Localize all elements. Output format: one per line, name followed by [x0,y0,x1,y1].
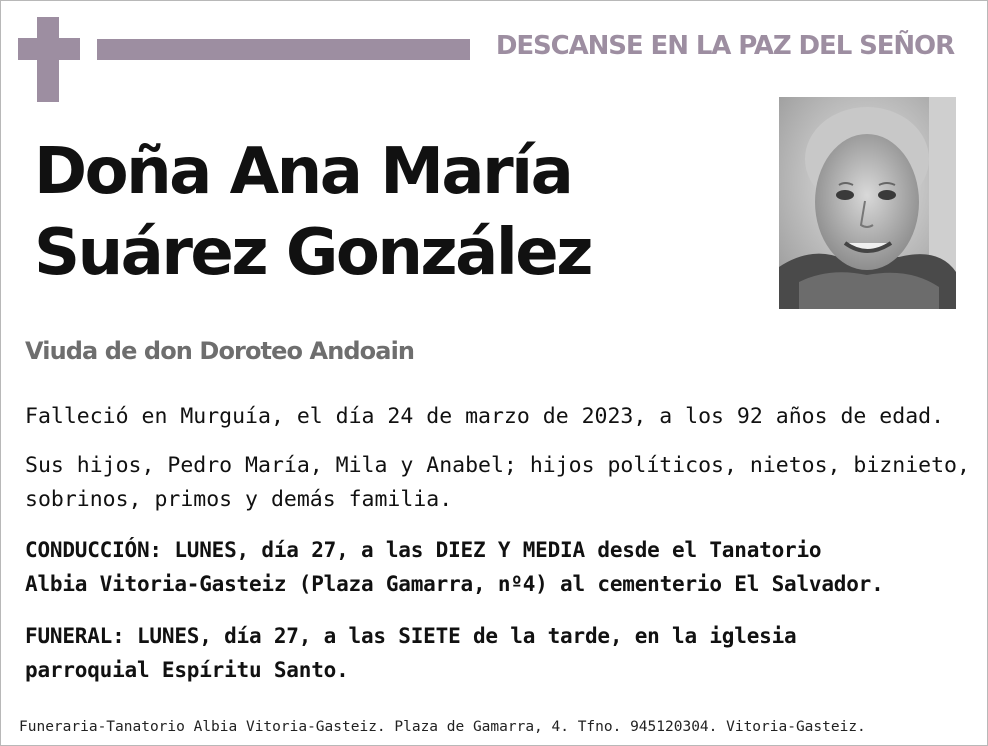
conduction-line-1: CONDUCCIÓN: LUNES, día 27, a las DIEZ Y MEDIA desde el Tanatorio [25,538,822,562]
family-line-1: Sus hijos, Pedro María, Mila y Anabel; hijos políticos, nietos, biznieto, [25,453,970,478]
deceased-name [34,132,591,294]
death-line: Falleció en Murguía, el día 24 de marzo de 2023, a los 92 años de edad. [25,404,945,429]
death-notice-text [25,400,944,434]
family-text [25,449,970,517]
portrait-photo [779,97,956,309]
name-line-2: Suárez González [34,216,591,290]
family-line-2: sobrinos, primos y demás familia. [25,487,453,512]
name-line-1: Doña Ana María [34,135,572,209]
conduction-line-2: Albia Vitoria-Gasteiz (Plaza Gamarra, nº4) al cementerio El Salvador. [25,572,884,596]
conduction-text [25,533,884,601]
header-band [97,39,470,60]
funeral-line-2: parroquial Espíritu Santo. [25,658,349,682]
funeral-text [25,619,796,687]
relation-subtitle: Viuda de don Doroteo Andoain [25,337,415,365]
funeral-home-footer: Funeraria-Tanatorio Albia Vitoria-Gasteiz. Plaza de Gamarra, 4. Tfno. 945120304. Vitoria-Gasteiz. [19,719,866,735]
header-title: DESCANSE EN LA PAZ DEL SEÑOR [495,31,954,61]
funeral-line-1: FUNERAL: LUNES, día 27, a las SIETE de la tarde, en la iglesia [25,624,797,648]
